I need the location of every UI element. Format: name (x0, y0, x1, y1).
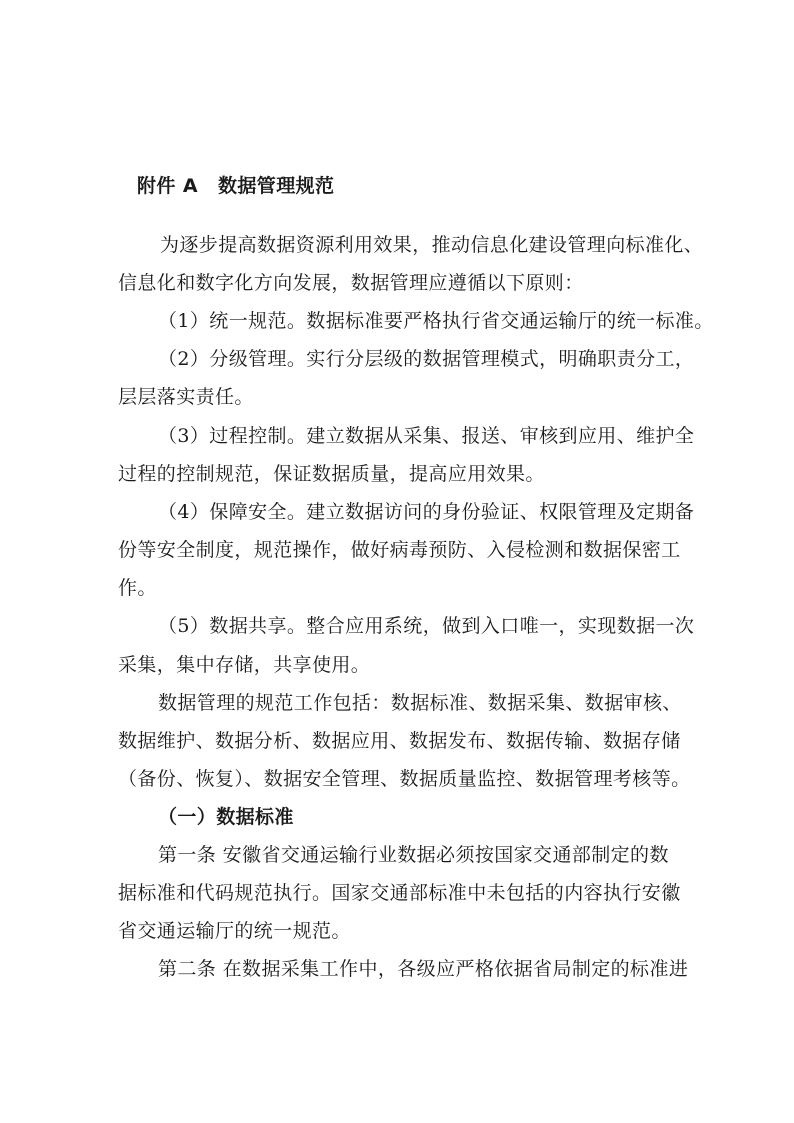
paragraph-line: 第二条 在数据采集工作中，各级应严格依据省局制定的标准进 (158, 958, 689, 980)
section-heading: （一）数据标准 (158, 806, 294, 828)
paragraph-line: （1）统一规范。数据标准要严格执行省交通运输厅的统一标准。 (158, 310, 714, 332)
paragraph-line: 第一条 安徽省交通运输行业数据必须按国家交通部制定的数 (158, 844, 669, 866)
paragraph-line: 数据维护、数据分析、数据应用、数据发布、数据传输、数据存储 (118, 730, 681, 752)
paragraph-line: 据标准和代码规范执行。国家交通部标准中未包括的内容执行安徽 (118, 882, 681, 904)
paragraph-line: （2）分级管理。实行分层级的数据管理模式，明确职责分工， (158, 348, 695, 370)
paragraph-line: （4）保障安全。建立数据访问的身份验证、权限管理及定期备 (158, 501, 695, 523)
paragraph-line: （5）数据共享。整合应用系统，做到入口唯一，实现数据一次 (158, 615, 695, 637)
paragraph-line: 份等安全制度，规范操作，做好病毒预防、入侵检测和数据保密工 (118, 539, 681, 561)
paragraph-line: （备份、恢复）、数据安全管理、数据质量监控、数据管理考核等。 (118, 768, 691, 790)
paragraph-line: 省交通运输厅的统一规范。 (118, 920, 351, 942)
paragraph-line: 过程的控制规范，保证数据质量，提高应用效果。 (118, 463, 545, 485)
paragraph-line: 采集，集中存储，共享使用。 (118, 654, 371, 676)
paragraph-line: 信息化和数字化方向发展，数据管理应遵循以下原则： (118, 272, 584, 294)
paragraph-line: 作。 (118, 577, 157, 599)
paragraph-line: 为逐步提高数据资源利用效果，推动信息化建设管理向标准化、 (160, 234, 704, 256)
paragraph-line: 数据管理的规范工作包括：数据标准、数据采集、数据审核、 (158, 692, 682, 714)
paragraph-line: （3）过程控制。建立数据从采集、报送、审核到应用、维护全 (158, 425, 695, 447)
document-title: 数据管理规范 (218, 175, 335, 197)
document-title-prefix: 附件 A (137, 175, 198, 197)
paragraph-line: 层层落实责任。 (118, 386, 254, 408)
